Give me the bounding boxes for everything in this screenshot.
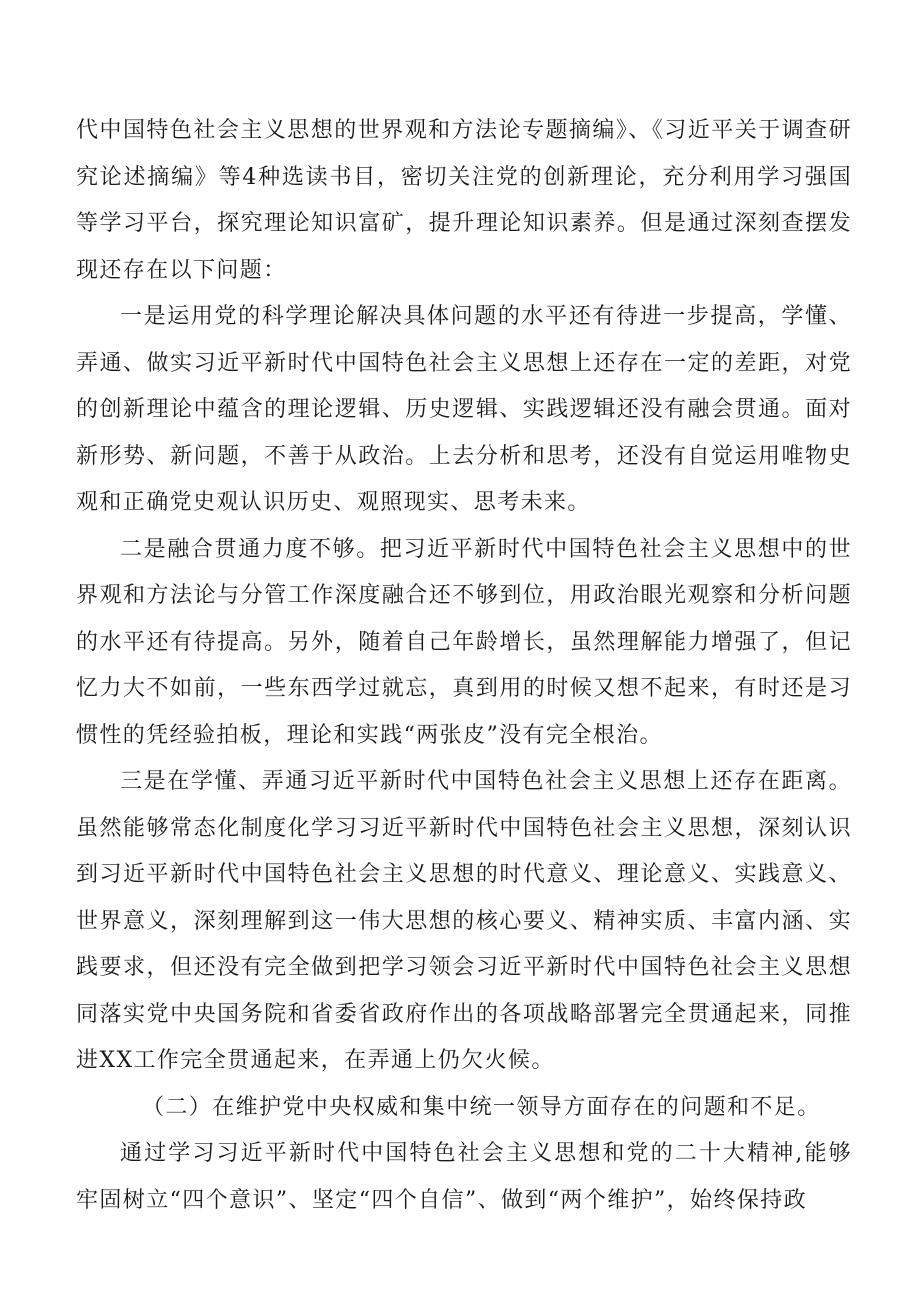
paragraph-closing: 通过学习习近平新时代中国特色社会主义思想和党的二十大精神,能够牢固树立“四个意识”、坚定“四个自信”、做到“两个维护”，始终保持政 — [76, 1141, 852, 1213]
document-body — [76, 108, 852, 1224]
paragraph-problem-one: 一是运用党的科学理论解决具体问题的水平还有待进一步提高，学懂、弄通、做实习近平新时代中国特色社会主义思想上还存在一定的差距，对党的创新理论中蕴含的理论逻辑、历史逻辑、实践逻辑还没有融会贯通。面对新形势、新问题，不善于从政治。上去分析和思考，还没有自觉运用唯物史观和正确党史观认识历史、观照现实、思考未来。 — [76, 304, 852, 515]
paragraph-problem-two: 二是融合贯通力度不够。把习近平新时代中国特色社会主义思想中的世界观和方法论与分管工作深度融合还不够到位，用政治眼光观察和分析问题的水平还有待提高。另外，随着自己年龄增长，虽然理解能力增强了，但记忆力大不如前，一些东西学过就忘，真到用的时候又想不起来，有时还是习惯性的凭经验拍板，理论和实践“两张皮”没有完全根治。 — [76, 536, 852, 748]
paragraph-intro-continuation: 代中国特色社会主义思想的世界观和方法论专题摘编》、《习近平关于调查研究论述摘编》等4种选读书目，密切关注党的创新理论，充分利用学习强国等学习平台，探究理论知识富矿，提升理论知识素养。但是通过深刻查摆发现还存在以下问题： — [76, 118, 852, 283]
section-heading: （二）在维护党中央权威和集中统一领导方面存在的问题和不足。 — [142, 1094, 821, 1120]
paragraph-problem-three: 三是在学懂、弄通习近平新时代中国特色社会主义思想上还存在距离。虽然能够常态化制度化学习习近平新时代中国特色社会主义思想，深刻认识到习近平新时代中国特色社会主义思想的时代意义、理论意义、实践意义、世界意义，深刻理解到这一伟大思想的核心要义、精神实质、丰富内涵、实践要求，但还没有完全做到把学习领会习近平新时代中国特色社会主义思想同落实党中央国务院和省委省政府作出的各项战略部署完全贯通起来，同推进XX工作完全贯通起来，在弄通上仍欠火候。 — [76, 769, 852, 1073]
